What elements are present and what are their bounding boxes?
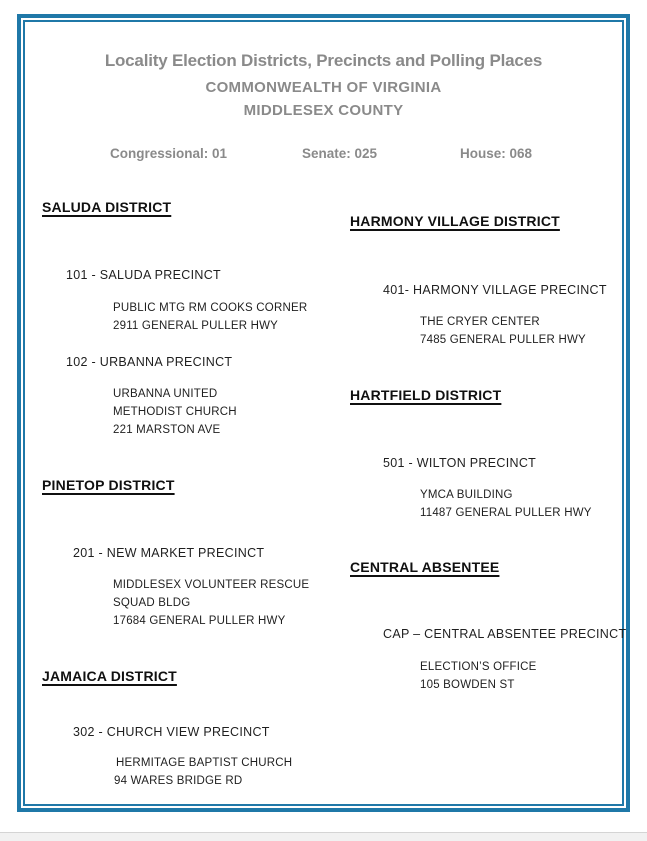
precinct-title: 501 - WILTON PRECINCT — [383, 456, 537, 470]
district-heading-hartfield: HARTFIELD DISTRICT — [350, 387, 502, 403]
address-line: HERMITAGE BAPTIST CHURCH — [116, 757, 293, 769]
address-line: 17684 GENERAL PULLER HWY — [113, 615, 286, 627]
precinct-title: 102 - URBANNA PRECINCT — [66, 355, 233, 369]
address-line: ELECTION’S OFFICE — [420, 661, 537, 673]
address-line: 94 WARES BRIDGE RD — [114, 775, 243, 787]
district-heading-harmony-village: HARMONY VILLAGE DISTRICT — [350, 213, 560, 229]
address-line: 11487 GENERAL PULLER HWY — [420, 507, 592, 519]
address-line: URBANNA UNITED — [113, 388, 218, 400]
address-line: 221 MARSTON AVE — [113, 424, 221, 436]
address-line: YMCA BUILDING — [420, 489, 513, 501]
precinct-title: 302 - CHURCH VIEW PRECINCT — [73, 725, 270, 739]
house-district-label: House: 068 — [460, 146, 533, 161]
precinct-title: 201 - NEW MARKET PRECINCT — [73, 546, 265, 560]
county-subtitle: MIDDLESEX COUNTY — [243, 102, 404, 119]
address-line: 105 BOWDEN ST — [420, 679, 515, 691]
address-line: SQUAD BLDG — [113, 597, 191, 609]
precinct-title: 401- HARMONY VILLAGE PRECINCT — [383, 283, 607, 297]
senate-district-label: Senate: 025 — [302, 146, 378, 161]
state-subtitle: COMMONWEALTH OF VIRGINIA — [205, 79, 442, 96]
district-heading-saluda: SALUDA DISTRICT — [42, 199, 172, 215]
address-line: 2911 GENERAL PULLER HWY — [113, 320, 279, 332]
address-line: 7485 GENERAL PULLER HWY — [420, 334, 586, 346]
address-line: METHODIST CHURCH — [113, 406, 237, 418]
address-line: MIDDLESEX VOLUNTEER RESCUE — [113, 579, 310, 591]
address-line: PUBLIC MTG RM COOKS CORNER — [113, 302, 308, 314]
precinct-title: 101 - SALUDA PRECINCT — [66, 268, 221, 282]
page-border — [17, 14, 630, 812]
district-heading-central-absentee: CENTRAL ABSENTEE — [350, 559, 500, 575]
congressional-district-label: Congressional: 01 — [110, 146, 228, 161]
precinct-title: CAP – CENTRAL ABSENTEE PRECINCT — [383, 627, 627, 641]
district-heading-pinetop: PINETOP DISTRICT — [42, 477, 175, 493]
page-title: Locality Election Districts, Precincts and Polling Places — [104, 51, 543, 70]
address-line: THE CRYER CENTER — [420, 316, 540, 328]
page-break-separator — [0, 832, 647, 841]
district-heading-jamaica: JAMAICA DISTRICT — [42, 668, 177, 684]
